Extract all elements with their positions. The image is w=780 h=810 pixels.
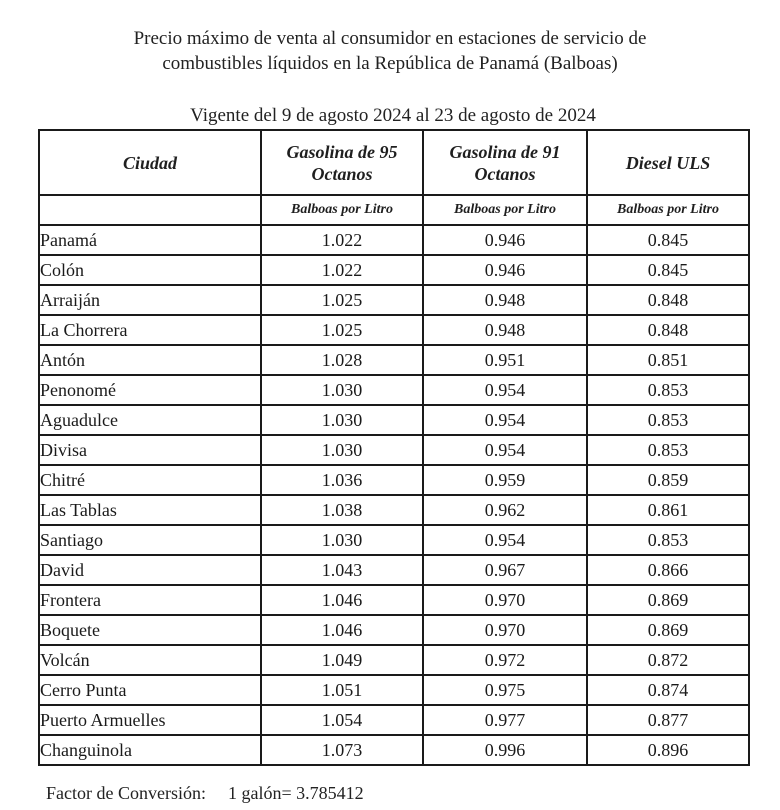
table-row [39,585,749,615]
table-row [39,555,749,585]
city-name: Cerro Punta [39,675,261,705]
header-gasoline-91: Gasolina de 91 Octanos [423,130,587,195]
price-diesel: 0.845 [587,255,749,285]
price-gasoline-91: 0.977 [423,705,587,735]
price-diesel: 0.853 [587,375,749,405]
price-gasoline-95: 1.038 [261,495,423,525]
price-gasoline-91: 0.954 [423,435,587,465]
price-gasoline-95: 1.025 [261,315,423,345]
table-row [39,285,749,315]
price-diesel: 0.896 [587,735,749,765]
unit-gasoline-95: Balboas por Litro [261,195,423,225]
city-name: Aguadulce [39,405,261,435]
validity-period: Vigente del 9 de agosto 2024 al 23 de agosto de 2024 [190,105,596,126]
price-diesel: 0.866 [587,555,749,585]
price-gasoline-95: 1.030 [261,435,423,465]
table-row [39,615,749,645]
unit-gasoline-91: Balboas por Litro [423,195,587,225]
header-row [39,130,749,195]
city-name: Colón [39,255,261,285]
unit-diesel-uls: Balboas por Litro [587,195,749,225]
table-row [39,525,749,555]
price-gasoline-95: 1.036 [261,465,423,495]
title-line-1: Precio máximo de venta al consumidor en estaciones de servicio de [133,28,647,49]
city-name: Changuinola [39,735,261,765]
unit-city [39,195,261,225]
price-gasoline-95: 1.051 [261,675,423,705]
price-diesel: 0.872 [587,645,749,675]
price-diesel: 0.869 [587,585,749,615]
price-diesel: 0.851 [587,345,749,375]
table-row [39,315,749,345]
city-name: La Chorrera [39,315,261,345]
price-gasoline-91: 0.996 [423,735,587,765]
table-row [39,255,749,285]
price-gasoline-95: 1.025 [261,285,423,315]
city-name: Santiago [39,525,261,555]
city-name: Divisa [39,435,261,465]
price-gasoline-95: 1.049 [261,645,423,675]
price-gasoline-95: 1.046 [261,585,423,615]
table-row [39,645,749,675]
table-row [39,225,749,255]
price-gasoline-91: 0.962 [423,495,587,525]
title-line-2: combustibles líquidos en la República de Panamá (Balboas) [162,53,618,74]
price-diesel: 0.853 [587,435,749,465]
conversion-factor-note [46,782,364,804]
price-gasoline-91: 0.948 [423,285,587,315]
city-name: David [39,555,261,585]
conversion-factor-value: 1 galón= 3.785412 [227,783,364,803]
city-name: Arraiján [39,285,261,315]
table-row [39,435,749,465]
price-gasoline-91: 0.946 [423,225,587,255]
price-gasoline-91: 0.975 [423,675,587,705]
price-gasoline-95: 1.054 [261,705,423,735]
price-rows [39,225,749,765]
price-gasoline-95: 1.022 [261,255,423,285]
fuel-price-table [38,129,750,766]
header-diesel-uls: Diesel ULS [587,130,749,195]
price-diesel: 0.848 [587,285,749,315]
table-row [39,465,749,495]
price-gasoline-91: 0.970 [423,615,587,645]
price-gasoline-91: 0.954 [423,405,587,435]
table-row [39,495,749,525]
price-diesel: 0.869 [587,615,749,645]
price-gasoline-91: 0.967 [423,555,587,585]
price-gasoline-95: 1.030 [261,525,423,555]
city-name: Volcán [39,645,261,675]
price-gasoline-95: 1.030 [261,405,423,435]
price-diesel: 0.859 [587,465,749,495]
city-name: Antón [39,345,261,375]
city-name: Frontera [39,585,261,615]
document-title [0,26,780,76]
table-row [39,705,749,735]
city-name: Puerto Armuelles [39,705,261,735]
conversion-factor-label: Factor de Conversión: [46,783,206,803]
price-gasoline-95: 1.030 [261,375,423,405]
price-gasoline-91: 0.970 [423,585,587,615]
price-gasoline-91: 0.946 [423,255,587,285]
price-gasoline-91: 0.954 [423,375,587,405]
city-name: Penonomé [39,375,261,405]
city-name: Panamá [39,225,261,255]
price-gasoline-91: 0.948 [423,315,587,345]
price-gasoline-95: 1.046 [261,615,423,645]
city-name: Chitré [39,465,261,495]
price-gasoline-91: 0.954 [423,525,587,555]
price-gasoline-95: 1.028 [261,345,423,375]
price-gasoline-91: 0.959 [423,465,587,495]
table-row [39,735,749,765]
header-city: Ciudad [39,130,261,195]
units-row [39,195,749,225]
price-diesel: 0.874 [587,675,749,705]
price-gasoline-91: 0.972 [423,645,587,675]
price-diesel: 0.877 [587,705,749,735]
table-row [39,375,749,405]
price-diesel: 0.848 [587,315,749,345]
price-gasoline-95: 1.022 [261,225,423,255]
price-gasoline-91: 0.951 [423,345,587,375]
header-gasoline-95: Gasolina de 95 Octanos [261,130,423,195]
table-row [39,405,749,435]
table-row [39,345,749,375]
price-diesel: 0.845 [587,225,749,255]
price-diesel: 0.861 [587,495,749,525]
table-row [39,675,749,705]
price-diesel: 0.853 [587,525,749,555]
city-name: Las Tablas [39,495,261,525]
city-name: Boquete [39,615,261,645]
price-diesel: 0.853 [587,405,749,435]
price-gasoline-95: 1.043 [261,555,423,585]
price-gasoline-95: 1.073 [261,735,423,765]
